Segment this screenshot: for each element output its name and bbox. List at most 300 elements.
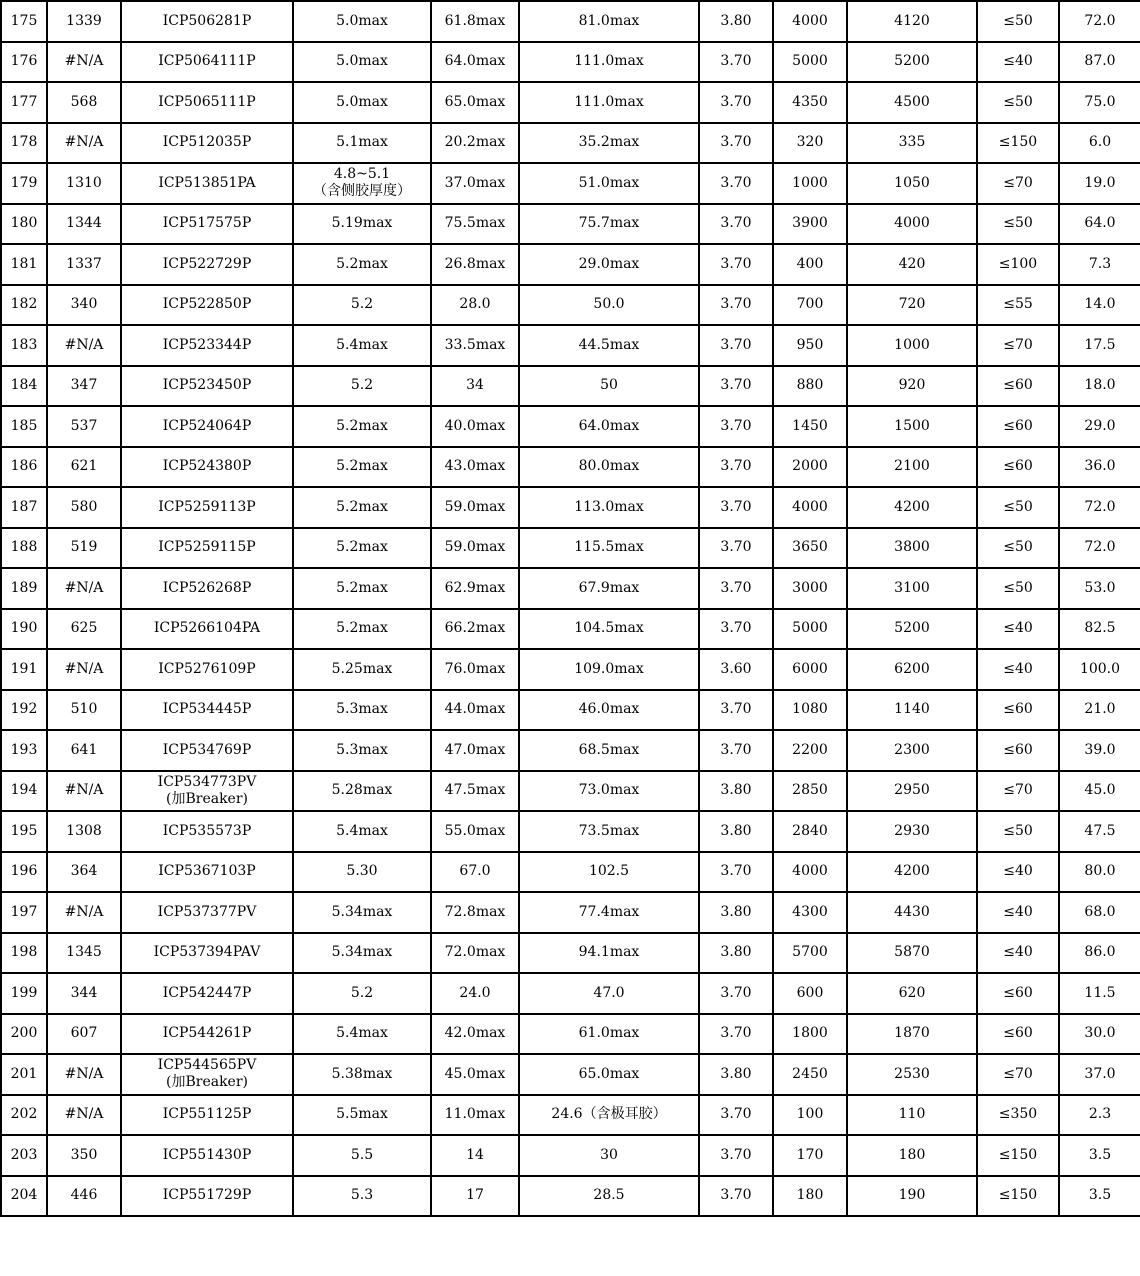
cell-length-value: 28.5 — [593, 1187, 625, 1204]
cell-code — [47, 163, 121, 204]
cell-capacity-typ — [847, 163, 977, 204]
cell-code-value: #N/A — [64, 903, 104, 920]
cell-thickness-value: 5.1max — [336, 134, 388, 151]
cell-internal-resistance — [977, 204, 1059, 245]
cell-width — [431, 528, 519, 569]
cell-model — [121, 609, 293, 650]
cell-capacity-typ — [847, 609, 977, 650]
cell-capacity-typ — [847, 892, 977, 933]
cell-width-value: 24.0 — [459, 984, 491, 1001]
cell-length-value: 73.5max — [578, 822, 640, 839]
cell-model-value: ICP523450P — [162, 377, 252, 394]
cell-capacity-typ-value: 6200 — [894, 660, 930, 677]
cell-code — [47, 730, 121, 771]
cell-capacity-min — [773, 528, 847, 569]
cell-weight-value: 30.0 — [1084, 1025, 1116, 1042]
cell-thickness — [293, 42, 431, 83]
table-row — [1, 1, 1140, 42]
cell-weight — [1059, 244, 1140, 285]
cell-capacity-min — [773, 730, 847, 771]
cell-capacity-typ — [847, 1014, 977, 1055]
cell-code-value: 1308 — [66, 822, 102, 839]
cell-row-number-value: 187 — [10, 498, 38, 515]
cell-internal-resistance — [977, 649, 1059, 690]
cell-capacity-typ — [847, 1176, 977, 1217]
cell-thickness-value: 5.5max — [336, 1106, 388, 1123]
cell-capacity-min — [773, 163, 847, 204]
cell-width-value: 17 — [466, 1187, 484, 1204]
cell-weight — [1059, 366, 1140, 407]
cell-capacity-min-value: 100 — [796, 1106, 824, 1123]
cell-width — [431, 244, 519, 285]
cell-internal-resistance — [977, 730, 1059, 771]
cell-voltage-value: 3.80 — [720, 1065, 752, 1082]
cell-row-number-value: 177 — [10, 93, 38, 110]
cell-capacity-typ — [847, 1054, 977, 1095]
cell-length-value: 80.0max — [578, 458, 640, 475]
cell-capacity-typ — [847, 852, 977, 893]
cell-internal-resistance — [977, 1014, 1059, 1055]
cell-length-value: 81.0max — [578, 12, 640, 29]
cell-capacity-min — [773, 204, 847, 245]
cell-weight-value: 86.0 — [1084, 944, 1116, 961]
cell-capacity-min — [773, 82, 847, 123]
cell-capacity-typ — [847, 42, 977, 83]
cell-width — [431, 1014, 519, 1055]
cell-capacity-typ-value: 2300 — [894, 741, 930, 758]
cell-row-number-value: 190 — [10, 620, 38, 637]
cell-code — [47, 771, 121, 812]
cell-row-number-value: 189 — [10, 579, 38, 596]
cell-row-number — [1, 1135, 47, 1176]
cell-capacity-typ-value: 1870 — [894, 1025, 930, 1042]
cell-width — [431, 609, 519, 650]
cell-model — [121, 82, 293, 123]
cell-length — [519, 42, 699, 83]
cell-capacity-min-value: 320 — [796, 134, 824, 151]
cell-width-value: 75.5max — [444, 215, 506, 232]
cell-code — [47, 811, 121, 852]
cell-weight-value: 64.0 — [1084, 215, 1116, 232]
cell-model — [121, 487, 293, 528]
cell-width — [431, 1176, 519, 1217]
cell-internal-resistance-value: ≤70 — [1003, 782, 1033, 799]
cell-thickness-value: 5.2max — [336, 255, 388, 272]
cell-voltage — [699, 163, 773, 204]
cell-internal-resistance — [977, 82, 1059, 123]
cell-weight — [1059, 1095, 1140, 1136]
cell-weight — [1059, 285, 1140, 326]
cell-thickness-value: 5.4max — [336, 336, 388, 353]
cell-voltage-value: 3.70 — [720, 255, 752, 272]
cell-capacity-min — [773, 487, 847, 528]
cell-voltage — [699, 1176, 773, 1217]
cell-weight-value: 80.0 — [1084, 863, 1116, 880]
cell-row-number-value: 197 — [10, 903, 38, 920]
table-row — [1, 1095, 1140, 1136]
cell-capacity-min — [773, 690, 847, 731]
cell-voltage — [699, 649, 773, 690]
cell-thickness — [293, 528, 431, 569]
cell-thickness — [293, 406, 431, 447]
cell-voltage — [699, 1054, 773, 1095]
cell-thickness — [293, 892, 431, 933]
cell-internal-resistance-value: ≤50 — [1003, 822, 1033, 839]
cell-voltage-value: 3.70 — [720, 174, 752, 191]
cell-capacity-typ — [847, 1135, 977, 1176]
cell-capacity-min-value: 1080 — [792, 701, 828, 718]
cell-capacity-typ-value: 3100 — [894, 579, 930, 596]
cell-code-value: 1310 — [66, 174, 102, 191]
cell-capacity-typ — [847, 82, 977, 123]
cell-capacity-typ — [847, 771, 977, 812]
cell-weight — [1059, 1176, 1140, 1217]
cell-width — [431, 730, 519, 771]
cell-width — [431, 285, 519, 326]
cell-length — [519, 285, 699, 326]
cell-weight — [1059, 1, 1140, 42]
cell-thickness-value: 5.0max — [336, 12, 388, 29]
cell-weight-value: 36.0 — [1084, 458, 1116, 475]
cell-row-number-value: 186 — [10, 458, 38, 475]
cell-internal-resistance — [977, 1135, 1059, 1176]
cell-internal-resistance — [977, 933, 1059, 974]
cell-length — [519, 244, 699, 285]
cell-model-value: ICP5259115P — [158, 539, 256, 556]
cell-row-number — [1, 406, 47, 447]
cell-thickness-value: 5.4max — [336, 822, 388, 839]
cell-code — [47, 1176, 121, 1217]
cell-internal-resistance-value: ≤150 — [998, 1187, 1038, 1204]
cell-voltage-value: 3.70 — [720, 620, 752, 637]
cell-row-number-value: 198 — [10, 944, 38, 961]
cell-model — [121, 892, 293, 933]
cell-capacity-min-value: 5000 — [792, 53, 828, 70]
cell-capacity-typ — [847, 447, 977, 488]
cell-code-value: #N/A — [64, 134, 104, 151]
cell-width — [431, 1054, 519, 1095]
cell-capacity-min-value: 1800 — [792, 1025, 828, 1042]
cell-voltage-value: 3.70 — [720, 458, 752, 475]
cell-width — [431, 406, 519, 447]
cell-voltage-value: 3.70 — [720, 701, 752, 718]
cell-length-value: 29.0max — [578, 255, 640, 272]
cell-internal-resistance — [977, 771, 1059, 812]
cell-width — [431, 163, 519, 204]
cell-weight-value: 53.0 — [1084, 579, 1116, 596]
table-row — [1, 1014, 1140, 1055]
cell-weight — [1059, 811, 1140, 852]
table-row — [1, 366, 1140, 407]
cell-model — [121, 42, 293, 83]
cell-thickness — [293, 285, 431, 326]
cell-weight — [1059, 973, 1140, 1014]
cell-voltage-value: 3.80 — [720, 782, 752, 799]
cell-weight-value: 3.5 — [1088, 1146, 1112, 1163]
cell-capacity-min-value: 170 — [796, 1146, 824, 1163]
cell-capacity-min — [773, 42, 847, 83]
cell-capacity-typ-value: 5200 — [894, 53, 930, 70]
cell-width-value: 55.0max — [444, 822, 506, 839]
table-row — [1, 1054, 1140, 1095]
cell-weight — [1059, 82, 1140, 123]
cell-width-value: 72.8max — [444, 903, 506, 920]
cell-code — [47, 325, 121, 366]
cell-code-value: 1339 — [66, 12, 102, 29]
cell-length-value: 51.0max — [578, 174, 640, 191]
cell-length-value: 68.5max — [578, 741, 640, 758]
cell-width-value: 47.0max — [444, 741, 506, 758]
cell-width-value: 64.0max — [444, 53, 506, 70]
cell-thickness-value: 5.2max — [336, 579, 388, 596]
cell-voltage — [699, 447, 773, 488]
cell-weight — [1059, 163, 1140, 204]
cell-capacity-typ-value: 4120 — [894, 12, 930, 29]
cell-code-value: 607 — [70, 1025, 98, 1042]
cell-weight — [1059, 852, 1140, 893]
cell-voltage — [699, 568, 773, 609]
cell-model-value: ICP5065111P — [158, 93, 256, 110]
cell-length-value: 111.0max — [574, 93, 644, 110]
cell-voltage-value: 3.80 — [720, 944, 752, 961]
cell-row-number — [1, 609, 47, 650]
cell-capacity-typ-value: 5870 — [894, 944, 930, 961]
cell-model-value: ICP534769P — [162, 741, 252, 758]
cell-capacity-typ — [847, 204, 977, 245]
cell-thickness — [293, 1135, 431, 1176]
cell-code — [47, 82, 121, 123]
cell-internal-resistance — [977, 1176, 1059, 1217]
cell-voltage-value: 3.70 — [720, 498, 752, 515]
cell-capacity-min-value: 2840 — [792, 822, 828, 839]
cell-internal-resistance — [977, 568, 1059, 609]
cell-model-value: ICP512035P — [162, 134, 252, 151]
cell-capacity-typ-value: 920 — [898, 377, 926, 394]
cell-internal-resistance-value: ≤60 — [1003, 701, 1033, 718]
cell-length — [519, 892, 699, 933]
cell-internal-resistance — [977, 528, 1059, 569]
cell-capacity-min-value: 3000 — [792, 579, 828, 596]
cell-weight-value: 3.5 — [1088, 1187, 1112, 1204]
cell-length-value: 35.2max — [578, 134, 640, 151]
cell-length — [519, 649, 699, 690]
cell-model-value: ICP551125P — [162, 1106, 252, 1123]
cell-thickness — [293, 204, 431, 245]
cell-capacity-min-value: 700 — [796, 296, 824, 313]
cell-voltage — [699, 771, 773, 812]
cell-thickness-value: 5.2max — [336, 620, 388, 637]
cell-capacity-min-value: 1450 — [792, 417, 828, 434]
cell-internal-resistance — [977, 1, 1059, 42]
cell-model — [121, 1014, 293, 1055]
cell-internal-resistance — [977, 325, 1059, 366]
cell-model-value: ICP5259113P — [158, 498, 256, 515]
cell-thickness-value: 4.8~5.1 — [333, 166, 391, 183]
cell-weight-value: 6.0 — [1088, 134, 1112, 151]
cell-capacity-min-value: 1000 — [792, 174, 828, 191]
cell-model — [121, 690, 293, 731]
cell-internal-resistance — [977, 811, 1059, 852]
cell-capacity-min-value: 180 — [796, 1187, 824, 1204]
cell-model-value: ICP537377PV — [157, 903, 257, 920]
cell-voltage — [699, 933, 773, 974]
cell-thickness — [293, 730, 431, 771]
cell-voltage — [699, 1, 773, 42]
cell-model — [121, 406, 293, 447]
cell-voltage-value: 3.70 — [720, 417, 752, 434]
cell-row-number — [1, 82, 47, 123]
cell-internal-resistance-value: ≤50 — [1003, 215, 1033, 232]
table-row — [1, 325, 1140, 366]
cell-code — [47, 1, 121, 42]
cell-voltage — [699, 1095, 773, 1136]
cell-row-number — [1, 447, 47, 488]
cell-internal-resistance — [977, 285, 1059, 326]
cell-model-value: ICP506281P — [162, 12, 252, 29]
cell-internal-resistance-value: ≤40 — [1003, 620, 1033, 637]
cell-length-value: 109.0max — [574, 660, 644, 677]
cell-weight-value: 72.0 — [1084, 539, 1116, 556]
cell-length — [519, 487, 699, 528]
cell-width-value: 72.0max — [444, 944, 506, 961]
cell-internal-resistance-value: ≤50 — [1003, 12, 1033, 29]
cell-internal-resistance-value: ≤150 — [998, 1146, 1038, 1163]
cell-length — [519, 933, 699, 974]
cell-voltage-value: 3.70 — [720, 1025, 752, 1042]
cell-internal-resistance-value: ≤50 — [1003, 579, 1033, 596]
cell-width — [431, 42, 519, 83]
cell-model — [121, 1, 293, 42]
cell-model-value: ICP537394PAV — [153, 944, 261, 961]
cell-model — [121, 568, 293, 609]
cell-row-number-value: 196 — [10, 863, 38, 880]
cell-thickness-value: 5.0max — [336, 53, 388, 70]
cell-weight-value: 17.5 — [1084, 336, 1116, 353]
cell-thickness-value: 5.38max — [331, 1065, 393, 1082]
cell-width-value: 59.0max — [444, 539, 506, 556]
cell-capacity-typ-value: 110 — [898, 1106, 926, 1123]
table-row — [1, 690, 1140, 731]
cell-weight — [1059, 1135, 1140, 1176]
table-row — [1, 487, 1140, 528]
cell-thickness-value: 5.34max — [331, 944, 393, 961]
cell-weight — [1059, 528, 1140, 569]
cell-internal-resistance-value: ≤50 — [1003, 93, 1033, 110]
cell-row-number-value: 181 — [10, 255, 38, 272]
cell-capacity-min — [773, 325, 847, 366]
cell-capacity-min — [773, 406, 847, 447]
cell-code-value: 1337 — [66, 255, 102, 272]
cell-row-number-value: 180 — [10, 215, 38, 232]
cell-voltage-value: 3.70 — [720, 296, 752, 313]
cell-thickness — [293, 1014, 431, 1055]
cell-weight-value: 11.5 — [1084, 984, 1116, 1001]
cell-thickness — [293, 1095, 431, 1136]
cell-voltage-value: 3.70 — [720, 579, 752, 596]
cell-capacity-min — [773, 1135, 847, 1176]
cell-weight — [1059, 649, 1140, 690]
cell-length-value: 75.7max — [578, 215, 640, 232]
cell-row-number — [1, 285, 47, 326]
cell-code — [47, 42, 121, 83]
cell-width — [431, 933, 519, 974]
cell-weight-value: 7.3 — [1088, 255, 1112, 272]
cell-weight-value: 2.3 — [1088, 1106, 1112, 1123]
cell-thickness — [293, 447, 431, 488]
cell-model — [121, 163, 293, 204]
cell-capacity-typ — [847, 649, 977, 690]
cell-length — [519, 82, 699, 123]
cell-capacity-min — [773, 244, 847, 285]
cell-voltage — [699, 82, 773, 123]
cell-row-number — [1, 811, 47, 852]
table-row — [1, 163, 1140, 204]
cell-capacity-min-value: 2850 — [792, 782, 828, 799]
cell-code-value: 446 — [70, 1187, 98, 1204]
cell-internal-resistance — [977, 852, 1059, 893]
cell-width-value: 44.0max — [444, 701, 506, 718]
cell-weight-value: 72.0 — [1084, 12, 1116, 29]
cell-model — [121, 811, 293, 852]
cell-thickness-value: 5.3 — [350, 1187, 374, 1204]
cell-model-value: ICP5266104PA — [153, 620, 261, 637]
cell-code-value: 641 — [70, 741, 98, 758]
cell-length — [519, 811, 699, 852]
cell-capacity-typ — [847, 285, 977, 326]
cell-thickness — [293, 690, 431, 731]
cell-voltage — [699, 42, 773, 83]
cell-row-number — [1, 649, 47, 690]
cell-internal-resistance — [977, 244, 1059, 285]
cell-model-value: ICP544565PV — [157, 1057, 257, 1074]
cell-width-value: 40.0max — [444, 417, 506, 434]
cell-internal-resistance-value: ≤40 — [1003, 863, 1033, 880]
cell-weight-value: 14.0 — [1084, 296, 1116, 313]
cell-code-value: 347 — [70, 377, 98, 394]
cell-internal-resistance-value: ≤40 — [1003, 660, 1033, 677]
cell-row-number-value: 199 — [10, 984, 38, 1001]
cell-length — [519, 1095, 699, 1136]
table-row — [1, 244, 1140, 285]
cell-weight-value: 82.5 — [1084, 620, 1116, 637]
cell-code — [47, 447, 121, 488]
cell-capacity-typ — [847, 366, 977, 407]
cell-weight-value: 45.0 — [1084, 782, 1116, 799]
cell-capacity-min — [773, 285, 847, 326]
cell-thickness — [293, 973, 431, 1014]
cell-model — [121, 730, 293, 771]
table-row — [1, 528, 1140, 569]
cell-weight — [1059, 730, 1140, 771]
cell-model — [121, 325, 293, 366]
cell-capacity-typ-value: 2950 — [894, 782, 930, 799]
cell-capacity-min-value: 600 — [796, 984, 824, 1001]
cell-internal-resistance — [977, 123, 1059, 164]
cell-code — [47, 366, 121, 407]
cell-row-number — [1, 852, 47, 893]
cell-weight-value: 19.0 — [1084, 174, 1116, 191]
cell-width-value: 20.2max — [444, 134, 506, 151]
cell-voltage-value: 3.70 — [720, 1187, 752, 1204]
cell-code — [47, 528, 121, 569]
cell-length — [519, 730, 699, 771]
cell-width-value: 43.0max — [444, 458, 506, 475]
table-row — [1, 285, 1140, 326]
cell-code-value: 625 — [70, 620, 98, 637]
cell-row-number-value: 200 — [10, 1025, 38, 1042]
cell-width — [431, 852, 519, 893]
cell-length-value: 50.0 — [593, 296, 625, 313]
